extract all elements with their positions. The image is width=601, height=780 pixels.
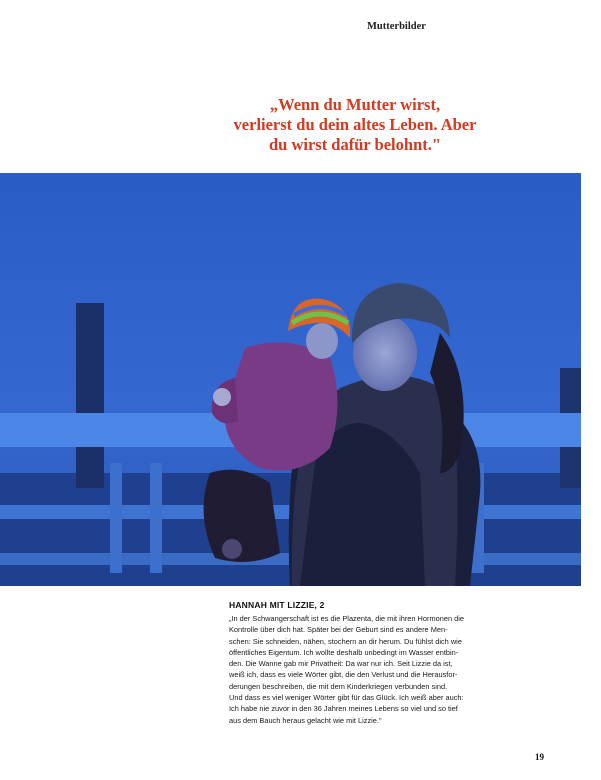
caption-line: „In der Schwangerschaft ist es die Plazenta, die mit ihren Hormonen die [229, 614, 464, 623]
caption-line: Kontrolle über dich hat. Später bei der Geburt sind es andere Men- [229, 625, 448, 635]
caption-line: derungen beschreiben, die mit dem Kinderkriegen verbunden sind. [229, 681, 448, 691]
pull-quote-line: du wirst dafür belohnt." [268, 135, 442, 154]
caption-line: Ich habe nie zuvor in den 36 Jahren meines Lebens so viel und so tief [229, 704, 458, 714]
pull-quote-line: „Wenn du Mutter wirst, [269, 95, 441, 114]
gate-bar [110, 463, 122, 573]
section-label: Mutterbilder [367, 21, 426, 32]
caption-line: den. Die Wanne gab mir Privatheit: Da war nur ich. Seit Lizzie da ist, [229, 659, 453, 669]
page-number: 19 [535, 752, 544, 762]
caption-line: öffentliches Eigentum. Ich wollte deshalb unbedingt im Wasser entbin- [229, 647, 459, 657]
pull-quote-line: verlierst du dein altes Leben. Aber [233, 115, 477, 134]
gate-bar [150, 463, 162, 573]
photo [0, 173, 581, 586]
child-coat [224, 342, 338, 470]
boot-pattern [222, 539, 242, 559]
caption-body [229, 613, 504, 726]
caption-line: weiß ich, dass es viele Wörter gibt, die den Verlust und die Herausfor- [229, 670, 458, 680]
photo-illustration [0, 173, 581, 586]
fence-post [76, 303, 104, 488]
caption-line: Und dass es viel weniger Wörter gibt für das Glück. Ich weiß aber auch: [229, 693, 464, 703]
child-hand [213, 388, 231, 406]
caption-line: aus dem Bauch heraus gelacht wie mit Lizzie." [229, 715, 382, 725]
child-face [306, 323, 338, 359]
caption-heading: HANNAH MIT LIZZIE, 2 [229, 600, 325, 610]
pull-quote [210, 95, 500, 155]
caption-line: schen: Sie schneiden, nähen, stochern an dir herum. Du fühlst dich wie [229, 636, 462, 646]
